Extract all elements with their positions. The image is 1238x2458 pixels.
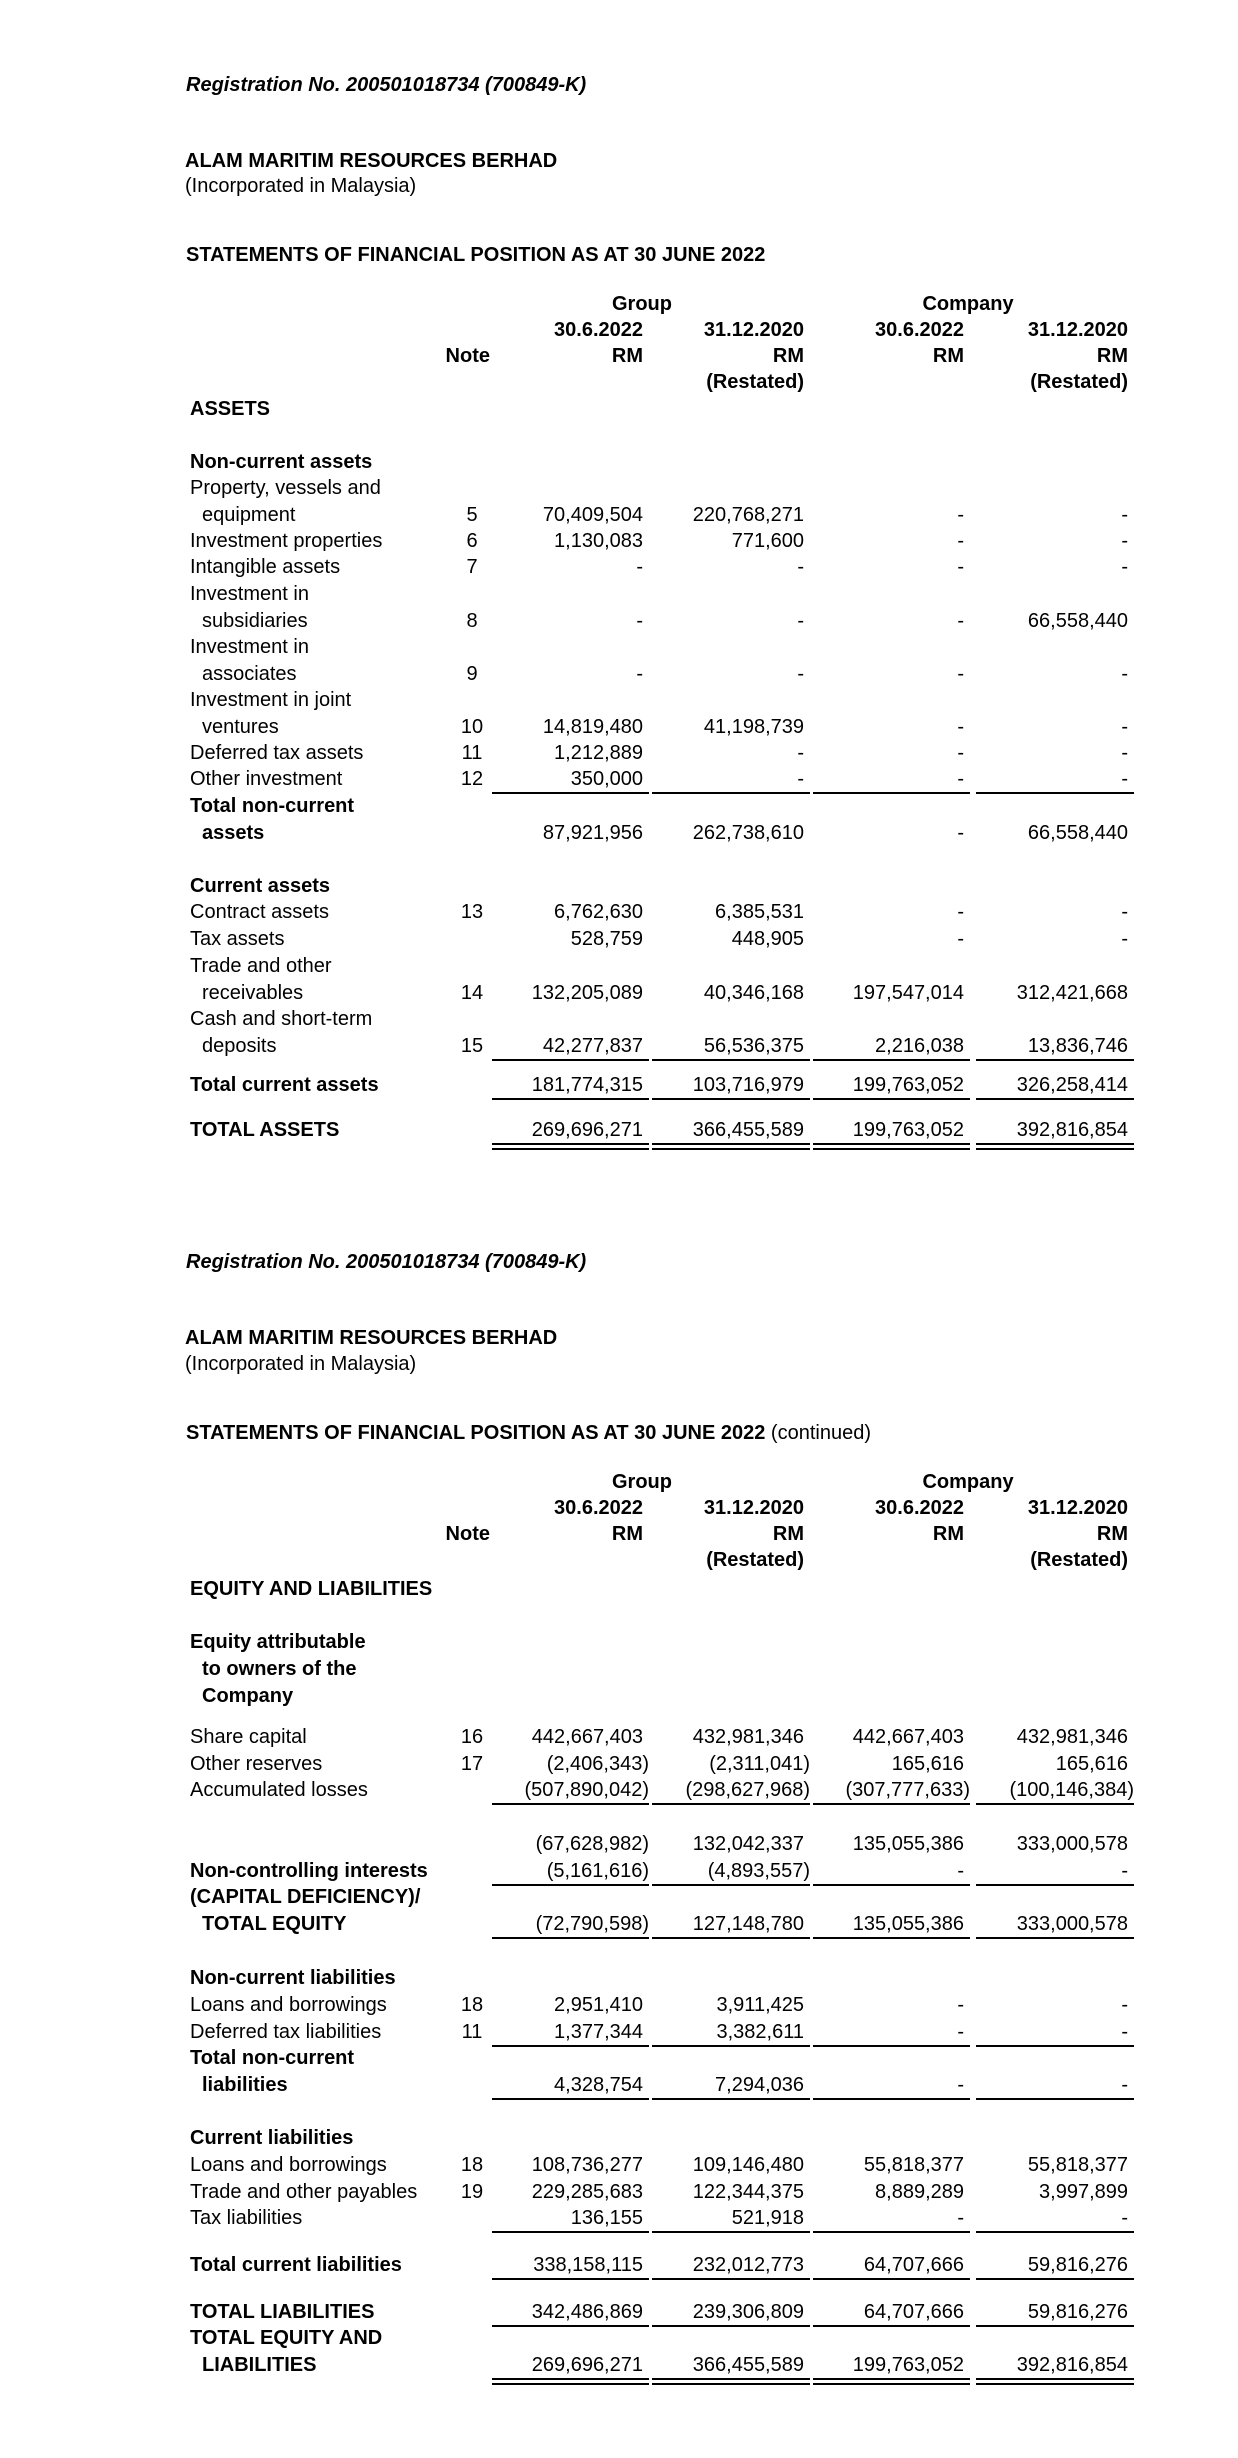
row-value: - [957, 663, 964, 685]
row-value: - [1121, 1860, 1128, 1882]
row-label: subsidiaries [202, 610, 308, 632]
underline [652, 1884, 810, 1886]
row-value: - [957, 1994, 964, 2016]
row-label: equipment [202, 504, 296, 526]
row-value: - [797, 610, 804, 632]
row-value: 366,455,589 [692, 1119, 804, 1141]
row-value: 432,981,346 [692, 1726, 804, 1748]
row-value: - [957, 768, 964, 790]
row-label: Total non-current [190, 795, 355, 817]
row-label: Current liabilities [190, 2127, 354, 2149]
row-value: - [957, 716, 964, 738]
row-value: 13,836,746 [1027, 1035, 1128, 1057]
row-value: 2,951,410 [554, 1994, 643, 2016]
row-value: - [957, 742, 964, 764]
incorporation-note: (Incorporated in Malaysia) [185, 1353, 417, 1375]
row-value: 528,759 [570, 928, 643, 950]
row-label: Trade and other payables [190, 2181, 418, 2203]
double-underline [492, 2378, 649, 2385]
header-note: Note [445, 1523, 490, 1545]
row-label: Trade and other [190, 955, 332, 977]
row-value: 3,911,425 [716, 1994, 804, 2016]
row-value: 333,000,578 [1016, 1833, 1128, 1855]
company-name: ALAM MARITIM RESOURCES BERHAD [185, 150, 558, 172]
row-value: 392,816,854 [1016, 2354, 1128, 2376]
row-note: 18 [460, 1994, 484, 2016]
row-value: 239,306,809 [692, 2301, 804, 2323]
underline [813, 2098, 970, 2100]
row-value: 312,421,668 [1016, 982, 1128, 1004]
row-value: - [1121, 901, 1128, 923]
underline [976, 1803, 1134, 1805]
underline [652, 2231, 810, 2233]
row-label: EQUITY AND LIABILITIES [190, 1578, 433, 1600]
row-value: 338,158,115 [533, 2254, 643, 2276]
row-value: (307,777,633) [845, 1779, 970, 1801]
row-label: assets [202, 822, 265, 844]
row-value: 1,212,889 [554, 742, 643, 764]
row-label: Property, vessels and [190, 477, 381, 499]
row-value: (2,406,343) [546, 1753, 649, 1775]
row-value: 771,600 [731, 530, 804, 552]
row-note: 8 [466, 610, 478, 632]
row-value: - [957, 610, 964, 632]
row-label: TOTAL LIABILITIES [190, 2301, 375, 2323]
row-note: 6 [466, 530, 478, 552]
header-group: Group [612, 293, 672, 315]
underline [492, 2325, 649, 2327]
row-value: 269,696,271 [531, 2354, 643, 2376]
header-unit-4: RM [1096, 345, 1128, 367]
row-value: - [957, 556, 964, 578]
row-value: 521,918 [731, 2207, 804, 2229]
row-label: Non-controlling interests [190, 1860, 428, 1882]
row-note: 12 [460, 768, 484, 790]
statement-title [186, 1421, 871, 1445]
row-value: 333,000,578 [1016, 1913, 1128, 1935]
row-note: 5 [466, 504, 478, 526]
row-value: 66,558,440 [1027, 610, 1128, 632]
underline [652, 2278, 810, 2280]
row-value: - [957, 530, 964, 552]
row-value: (5,161,616) [546, 1860, 649, 1882]
row-value: 87,921,956 [542, 822, 643, 844]
row-value: 70,409,504 [542, 504, 643, 526]
row-value: 55,818,377 [1027, 2154, 1128, 2176]
row-value: - [957, 822, 964, 844]
row-label: Other reserves [190, 1753, 323, 1775]
row-value: - [797, 556, 804, 578]
underline [652, 1803, 810, 1805]
row-label: deposits [202, 1035, 277, 1057]
row-label: Contract assets [190, 901, 329, 923]
row-note: 9 [466, 663, 478, 685]
header-unit-1: RM [611, 345, 643, 367]
row-value: 269,696,271 [531, 1119, 643, 1141]
row-value: 199,763,052 [852, 1119, 964, 1141]
row-value: - [957, 504, 964, 526]
header-date-2: 31.12.2020 [703, 319, 804, 341]
row-label: Other investment [190, 768, 343, 790]
row-value: 220,768,271 [692, 504, 804, 526]
registration-number: Registration No. 200501018734 (700849-K) [186, 74, 587, 96]
row-value: 109,146,480 [692, 2154, 804, 2176]
header-date-3: 30.6.2022 [875, 1497, 964, 1519]
row-value: (72,790,598) [535, 1913, 649, 1935]
row-value: - [797, 663, 804, 685]
row-value: 40,346,168 [703, 982, 804, 1004]
row-label: Cash and short-term [190, 1008, 373, 1030]
underline [652, 2045, 810, 2047]
header-unit-4: RM [1096, 1523, 1128, 1545]
row-label: liabilities [202, 2074, 288, 2096]
row-label: Investment in [190, 636, 309, 658]
row-value: - [797, 742, 804, 764]
row-label: Investment properties [190, 530, 383, 552]
row-label: LIABILITIES [202, 2354, 317, 2376]
row-note: 18 [460, 2154, 484, 2176]
row-value: 8,889,289 [875, 2181, 964, 2203]
row-value: 262,738,610 [692, 822, 804, 844]
row-value: - [957, 1860, 964, 1882]
underline [976, 2278, 1134, 2280]
row-value: - [1121, 2021, 1128, 2043]
underline [976, 2325, 1134, 2327]
row-value: 2,216,038 [875, 1035, 964, 1057]
row-value: 366,455,589 [692, 2354, 804, 2376]
row-label: ASSETS [190, 398, 271, 420]
row-note: 16 [460, 1726, 484, 1748]
row-note: 11 [461, 742, 483, 764]
row-value: 442,667,403 [852, 1726, 964, 1748]
underline [813, 2231, 970, 2233]
underline [976, 1937, 1134, 1939]
header-date-3: 30.6.2022 [875, 319, 964, 341]
row-value: 199,763,052 [852, 2354, 964, 2376]
row-value: 432,981,346 [1016, 1726, 1128, 1748]
row-value: (67,628,982) [535, 1833, 649, 1855]
header-restated-2: (Restated) [706, 1549, 804, 1571]
row-value: 132,205,089 [531, 982, 643, 1004]
row-label: Total non-current [190, 2047, 355, 2069]
row-label: TOTAL EQUITY [202, 1913, 347, 1935]
underline [492, 2045, 649, 2047]
row-value: - [1121, 768, 1128, 790]
row-label: Tax assets [190, 928, 285, 950]
row-label: Investment in joint [190, 689, 352, 711]
header-company: Company [922, 1471, 1014, 1493]
underline [976, 2098, 1134, 2100]
row-value: 136,155 [570, 2207, 643, 2229]
underline [976, 2045, 1134, 2047]
row-label: Investment in [190, 583, 309, 605]
underline [652, 2325, 810, 2327]
row-value: 6,762,630 [554, 901, 643, 923]
underline [813, 1937, 970, 1939]
row-label: Non-current liabilities [190, 1967, 396, 1989]
underline [813, 1884, 970, 1886]
row-value: - [1121, 556, 1128, 578]
row-value: 350,000 [570, 768, 643, 790]
row-value: - [1121, 530, 1128, 552]
row-value: 66,558,440 [1027, 822, 1128, 844]
row-value: 55,818,377 [863, 2154, 964, 2176]
row-label: TOTAL ASSETS [190, 1119, 340, 1141]
row-value: 135,055,386 [852, 1833, 964, 1855]
row-value: 7,294,036 [715, 2074, 804, 2096]
underline [492, 2231, 649, 2233]
row-value: - [636, 556, 643, 578]
row-label: Deferred tax liabilities [190, 2021, 382, 2043]
row-value: 326,258,414 [1016, 1074, 1128, 1096]
row-label: Total current liabilities [190, 2254, 402, 2276]
row-value: - [1121, 2207, 1128, 2229]
row-value: 1,377,344 [554, 2021, 643, 2043]
row-label: associates [202, 663, 297, 685]
row-label: ventures [202, 716, 279, 738]
row-label: (CAPITAL DEFICIENCY)/ [190, 1886, 421, 1908]
row-value: 199,763,052 [852, 1074, 964, 1096]
statement-title-main: STATEMENTS OF FINANCIAL POSITION AS AT 30 JUNE 2022 [186, 1422, 766, 1444]
registration-number: Registration No. 200501018734 (700849-K) [186, 1251, 587, 1273]
row-value: 64,707,666 [863, 2301, 964, 2323]
row-value: - [1121, 928, 1128, 950]
row-value: - [797, 768, 804, 790]
incorporation-note: (Incorporated in Malaysia) [185, 175, 417, 197]
underline [976, 2231, 1134, 2233]
row-value: (507,890,042) [524, 1779, 649, 1801]
underline [492, 2098, 649, 2100]
row-value: 103,716,979 [692, 1074, 804, 1096]
row-value: 42,277,837 [542, 1035, 643, 1057]
row-label: Intangible assets [190, 556, 341, 578]
row-value: - [1121, 1994, 1128, 2016]
statement-title-main: STATEMENTS OF FINANCIAL POSITION AS AT 30 JUNE 2022 [186, 244, 766, 266]
row-value: 165,616 [1055, 1753, 1128, 1775]
row-value: - [957, 2021, 964, 2043]
header-company: Company [922, 293, 1014, 315]
header-unit-2: RM [772, 345, 804, 367]
row-label: Share capital [190, 1726, 307, 1748]
row-value: 442,667,403 [531, 1726, 643, 1748]
row-value: 6,385,531 [715, 901, 804, 923]
header-date-2: 31.12.2020 [703, 1497, 804, 1519]
row-value: - [957, 2207, 964, 2229]
row-value: - [957, 928, 964, 950]
row-value: 181,774,315 [531, 1074, 643, 1096]
row-note: 11 [461, 2021, 483, 2043]
underline [813, 1803, 970, 1805]
row-value: 165,616 [891, 1753, 964, 1775]
header-unit-1: RM [611, 1523, 643, 1545]
row-note: 15 [460, 1035, 484, 1057]
row-note: 13 [460, 901, 484, 923]
underline [813, 2045, 970, 2047]
row-value: - [1121, 504, 1128, 526]
row-value: (4,893,557) [707, 1860, 810, 1882]
row-value: - [957, 901, 964, 923]
header-unit-3: RM [932, 1523, 964, 1545]
header-restated-4: (Restated) [1030, 371, 1128, 393]
row-value: 448,905 [731, 928, 804, 950]
row-note: 17 [460, 1753, 484, 1775]
underline [492, 2278, 649, 2280]
row-value: - [1121, 716, 1128, 738]
row-value: 4,328,754 [554, 2074, 643, 2096]
double-underline [652, 2378, 810, 2385]
underline [813, 2325, 970, 2327]
row-value: 229,285,683 [531, 2181, 643, 2203]
underline [492, 1884, 649, 1886]
row-value: - [1121, 663, 1128, 685]
row-value: - [957, 2074, 964, 2096]
row-value: 135,055,386 [852, 1913, 964, 1935]
header-date-1: 30.6.2022 [554, 319, 643, 341]
row-label: to owners of the [202, 1658, 357, 1680]
underline [492, 1803, 649, 1805]
double-underline [813, 2378, 970, 2385]
row-label: Deferred tax assets [190, 742, 364, 764]
double-underline [976, 2378, 1134, 2385]
underline [813, 2278, 970, 2280]
underline [652, 1937, 810, 1939]
row-label: Loans and borrowings [190, 1994, 387, 2016]
row-value: 59,816,276 [1027, 2254, 1128, 2276]
company-name: ALAM MARITIM RESOURCES BERHAD [185, 1327, 558, 1349]
row-note: 19 [460, 2181, 484, 2203]
underline [492, 1937, 649, 1939]
row-value: 108,736,277 [531, 2154, 643, 2176]
row-value: 197,547,014 [852, 982, 964, 1004]
row-label: TOTAL EQUITY AND [190, 2327, 383, 2349]
row-value: 3,382,611 [716, 2021, 804, 2043]
header-note: Note [445, 345, 490, 367]
row-value: 41,198,739 [703, 716, 804, 738]
row-value: 342,486,869 [531, 2301, 643, 2323]
row-label: Company [202, 1685, 294, 1707]
row-value: - [1121, 742, 1128, 764]
row-label: Loans and borrowings [190, 2154, 387, 2176]
row-label: Tax liabilities [190, 2207, 303, 2229]
statement-title-suffix: (continued) [765, 1422, 871, 1444]
row-note: 10 [460, 716, 484, 738]
row-value: (100,146,384) [1009, 1779, 1134, 1801]
header-date-4: 31.12.2020 [1027, 1497, 1128, 1519]
row-note: 14 [460, 982, 484, 1004]
row-value: - [636, 663, 643, 685]
row-value: 59,816,276 [1027, 2301, 1128, 2323]
row-value: 3,997,899 [1039, 2181, 1128, 2203]
underline [976, 1884, 1134, 1886]
header-restated-2: (Restated) [706, 371, 804, 393]
row-value: 392,816,854 [1016, 1119, 1128, 1141]
row-value: (298,627,968) [685, 1779, 810, 1801]
header-restated-4: (Restated) [1030, 1549, 1128, 1571]
row-value: 56,536,375 [703, 1035, 804, 1057]
row-value: 64,707,666 [863, 2254, 964, 2276]
row-label: Current assets [190, 875, 331, 897]
header-group: Group [612, 1471, 672, 1493]
row-note: 7 [466, 556, 478, 578]
row-label: Equity attributable [190, 1631, 366, 1653]
row-label: Non-current assets [190, 451, 373, 473]
header-date-1: 30.6.2022 [554, 1497, 643, 1519]
row-value: - [636, 610, 643, 632]
row-value: 14,819,480 [542, 716, 643, 738]
row-value: 132,042,337 [692, 1833, 804, 1855]
row-value: 232,012,773 [692, 2254, 804, 2276]
row-value: 122,344,375 [692, 2181, 804, 2203]
row-label: receivables [202, 982, 304, 1004]
row-label: Total current assets [190, 1074, 379, 1096]
row-value: - [1121, 2074, 1128, 2096]
row-value: (2,311,041) [709, 1753, 810, 1775]
header-unit-3: RM [932, 345, 964, 367]
row-value: 1,130,083 [554, 530, 643, 552]
row-label: Accumulated losses [190, 1779, 368, 1801]
underline [652, 2098, 810, 2100]
header-unit-2: RM [772, 1523, 804, 1545]
row-value: 127,148,780 [692, 1913, 804, 1935]
header-date-4: 31.12.2020 [1027, 319, 1128, 341]
